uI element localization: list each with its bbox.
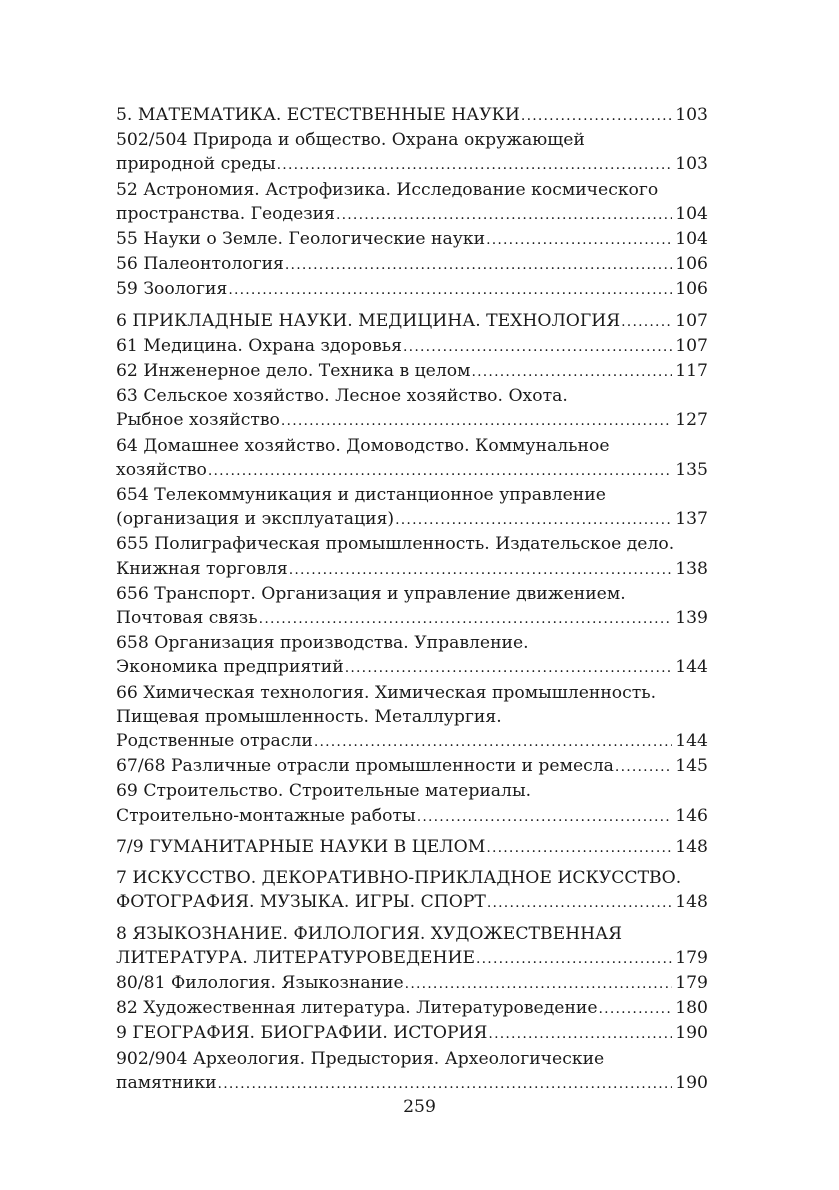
toc-entry — [116, 178, 708, 227]
toc-entry — [116, 835, 708, 860]
toc-entry-line — [116, 202, 708, 227]
toc-entry — [116, 227, 708, 252]
dot-leader — [281, 409, 672, 433]
toc-entry — [116, 779, 708, 828]
toc-entry — [116, 252, 708, 277]
dot-leader — [599, 997, 673, 1021]
toc-entry-line — [116, 408, 708, 433]
table-of-contents — [116, 103, 708, 1096]
toc-entry-title-line: 7 ИСКУССТВО. ДЕКОРАТИВНО-ПРИКЛАДНОЕ ИСКУССТВО. — [116, 868, 682, 889]
dot-leader — [486, 228, 672, 252]
dot-leader — [621, 310, 672, 334]
toc-entry-line — [116, 557, 708, 582]
dot-leader — [289, 558, 673, 582]
dot-leader — [487, 891, 672, 915]
toc-entry-title-line: ФОТОГРАФИЯ. МУЗЫКА. ИГРЫ. СПОРТ — [116, 892, 486, 913]
toc-entry — [116, 631, 708, 680]
toc-entry-page: 144 — [675, 731, 708, 752]
toc-entry — [116, 359, 708, 384]
toc-entry-line — [116, 754, 708, 779]
toc-entry — [116, 532, 708, 581]
dot-leader — [471, 360, 672, 384]
toc-entry — [116, 971, 708, 996]
toc-entry-page: 179 — [675, 947, 708, 968]
toc-entry-title-line: 902/904 Археология. Предыстория. Археологические — [116, 1048, 605, 1069]
toc-entry-title-line: 62 Инженерное дело. Техника в целом — [116, 361, 471, 382]
toc-entry — [116, 681, 708, 755]
toc-entry-page: 106 — [675, 279, 708, 300]
toc-entry-line — [116, 606, 708, 631]
dot-leader — [405, 972, 673, 996]
dot-leader — [208, 459, 672, 483]
dot-leader — [476, 947, 672, 971]
toc-entry-title-line: 80/81 Филология. Языкознание — [116, 972, 404, 993]
toc-entry-page: 137 — [675, 509, 708, 530]
toc-entry-title-line: 655 Полиграфическая промышленность. Издательское дело. — [116, 534, 675, 555]
dot-leader — [277, 153, 673, 177]
toc-entry-title-line: 56 Палеонтология — [116, 254, 284, 275]
toc-entry-title-line: Пищевая промышленность. Металлургия. — [116, 706, 502, 727]
dot-leader — [345, 656, 672, 680]
toc-entry — [116, 996, 708, 1021]
toc-entry-title-line: памятники — [116, 1072, 217, 1093]
toc-entry — [116, 128, 708, 177]
toc-entry-page: 117 — [675, 361, 708, 382]
dot-leader — [285, 253, 672, 277]
toc-entry-line — [116, 359, 708, 384]
toc-entry-title-line: Почтовая связь — [116, 608, 258, 629]
toc-entry-title-line: (организация и эксплуатация) — [116, 509, 395, 530]
toc-entry-line — [116, 334, 708, 359]
dot-leader — [228, 278, 672, 302]
toc-entry-title-line: 66 Химическая технология. Химическая промышленность. — [116, 682, 657, 703]
toc-entry-title-line: 658 Организация производства. Управление. — [116, 633, 529, 654]
toc-entry-title-line: Книжная торговля — [116, 558, 288, 579]
toc-entry-page: 145 — [675, 756, 708, 777]
toc-entry-line — [116, 729, 708, 754]
toc-entry — [116, 434, 708, 483]
toc-entry-line — [116, 227, 708, 252]
toc-entry-line — [116, 152, 708, 177]
toc-entry-line — [116, 252, 708, 277]
toc-entry-line — [116, 804, 708, 829]
toc-entry-page: 144 — [675, 657, 708, 678]
toc-entry-page: 103 — [675, 105, 708, 125]
toc-entry-title-line: Родственные отрасли — [116, 731, 313, 752]
dot-leader — [218, 1072, 673, 1096]
toc-entry — [116, 309, 708, 334]
toc-entry-title-line: хозяйство — [116, 459, 207, 480]
toc-entry-title-line: Рыбное хозяйство — [116, 410, 280, 431]
toc-entry-page: 148 — [675, 892, 708, 913]
toc-entry-line — [116, 1021, 708, 1046]
toc-entry — [116, 582, 708, 631]
dot-leader — [615, 755, 672, 779]
toc-entry-line — [116, 1071, 708, 1096]
dot-leader — [403, 335, 672, 359]
dot-leader — [486, 836, 672, 860]
dot-leader — [395, 508, 672, 532]
toc-entry-title-line: 502/504 Природа и общество. Охрана окружающей — [116, 130, 585, 151]
toc-entry — [116, 384, 708, 433]
toc-entry-page: 107 — [675, 335, 708, 356]
dot-leader — [417, 805, 673, 829]
toc-entry-title-line: 69 Строительство. Строительные материалы. — [116, 781, 532, 802]
toc-entry-page: 107 — [675, 310, 708, 331]
toc-entry — [116, 103, 708, 128]
toc-entry-line — [116, 277, 708, 302]
toc-entry-page: 190 — [675, 1072, 708, 1093]
toc-entry-title-line: 8 ЯЗЫКОЗНАНИЕ. ФИЛОЛОГИЯ. ХУДОЖЕСТВЕННАЯ — [116, 923, 622, 944]
toc-entry-page: 106 — [675, 254, 708, 275]
toc-entry-line — [116, 103, 708, 128]
toc-entry — [116, 754, 708, 779]
toc-entry — [116, 922, 708, 971]
dot-leader — [314, 730, 672, 754]
toc-entry-page: 103 — [675, 154, 708, 175]
toc-entry-title-line: 67/68 Различные отрасли промышленности и ремесла — [116, 756, 614, 777]
toc-entry-title-line: пространства. Геодезия — [116, 203, 335, 224]
toc-entry-title-line: 82 Художественная литература. Литературоведение — [116, 998, 598, 1019]
toc-entry-page: 148 — [675, 836, 708, 857]
toc-entry-page: 127 — [675, 410, 708, 431]
toc-entry-title-line: 59 Зоология — [116, 279, 228, 300]
toc-entry-page: 104 — [675, 229, 708, 250]
dot-leader — [336, 203, 672, 227]
toc-entry-title-line: 656 Транспорт. Организация и управление движением. — [116, 583, 626, 604]
toc-entry-title-line: 6 ПРИКЛАДНЫЕ НАУКИ. МЕДИЦИНА. ТЕХНОЛОГИЯ — [116, 310, 621, 331]
toc-entry-page: 146 — [675, 805, 708, 826]
toc-entry-page: 104 — [675, 203, 708, 224]
toc-entry-title-line: 5. МАТЕМАТИКА. ЕСТЕСТВЕННЫЕ НАУКИ — [116, 105, 520, 125]
toc-entry-title-line: 654 Телекоммуникация и дистанционное управление — [116, 485, 606, 506]
toc-entry-line — [116, 507, 708, 532]
toc-entry-line — [116, 309, 708, 334]
toc-entry-title-line: природной среды — [116, 154, 276, 175]
toc-entry-page: 135 — [675, 459, 708, 480]
dot-leader — [521, 104, 672, 128]
toc-entry-title-line: 63 Сельское хозяйство. Лесное хозяйство. Охота. — [116, 386, 568, 407]
toc-entry-line — [116, 890, 708, 915]
toc-entry-title-line: 61 Медицина. Охрана здоровья — [116, 335, 403, 356]
page-number: 259 — [403, 1097, 436, 1117]
toc-entry-page: 179 — [675, 972, 708, 993]
toc-entry-line — [116, 835, 708, 860]
toc-entry-page: 190 — [675, 1023, 708, 1044]
toc-entry — [116, 866, 708, 915]
toc-entry — [116, 1021, 708, 1046]
toc-entry — [116, 1047, 708, 1096]
toc-entry-title-line: Строительно-монтажные работы — [116, 805, 416, 826]
toc-entry-line — [116, 655, 708, 680]
toc-entry — [116, 483, 708, 532]
dot-leader — [259, 607, 673, 631]
dot-leader — [488, 1022, 672, 1046]
toc-entry-line — [116, 946, 708, 971]
toc-entry-title-line: 52 Астрономия. Астрофизика. Исследование космического — [116, 179, 659, 200]
toc-entry-title-line: 55 Науки о Земле. Геологические науки — [116, 229, 486, 250]
toc-entry-line — [116, 971, 708, 996]
toc-entry — [116, 277, 708, 302]
toc-entry-title-line: 64 Домашнее хозяйство. Домоводство. Коммунальное — [116, 435, 610, 456]
toc-entry-line — [116, 996, 708, 1021]
toc-entry-title-line: Экономика предприятий — [116, 657, 344, 678]
toc-entry-title-line: 9 ГЕОГРАФИЯ. БИОГРАФИИ. ИСТОРИЯ — [116, 1023, 488, 1044]
toc-entry-line — [116, 458, 708, 483]
toc-entry-page: 139 — [675, 608, 708, 629]
toc-entry — [116, 334, 708, 359]
toc-entry-page: 138 — [675, 558, 708, 579]
toc-entry-page: 180 — [675, 998, 708, 1019]
toc-entry-title-line: 7/9 ГУМАНИТАРНЫЕ НАУКИ В ЦЕЛОМ — [116, 836, 486, 857]
toc-entry-title-line: ЛИТЕРАТУРА. ЛИТЕРАТУРОВЕДЕНИЕ — [116, 947, 475, 968]
